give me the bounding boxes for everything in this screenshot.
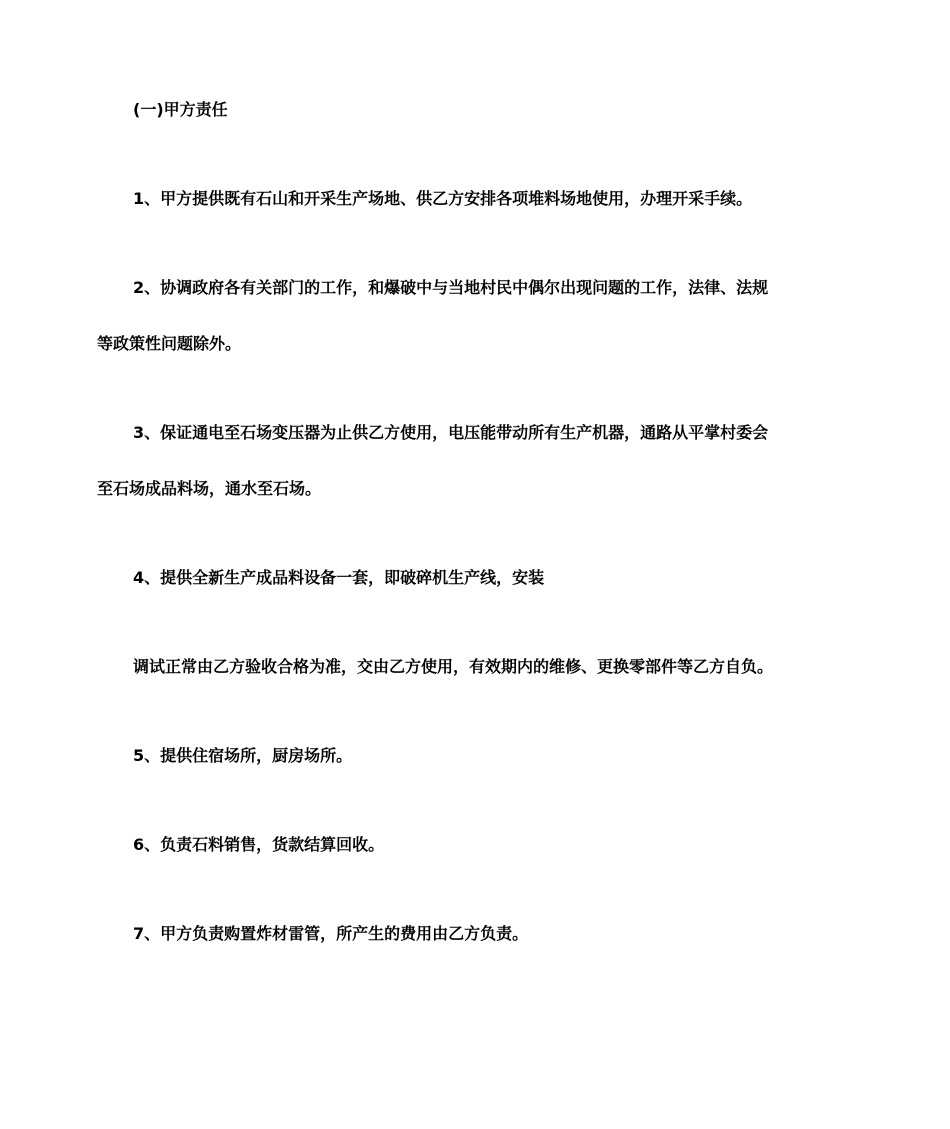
paragraph-item-6: 6、负责石料销售，货款结算回收。 [133, 835, 385, 854]
paragraph-item-2-line-2: 等政策性问题除外。 [97, 334, 242, 353]
section-heading: (一)甲方责任 [133, 100, 228, 119]
paragraph-item-2-line-1: 2、协调政府各有关部门的工作，和爆破中与当地村民中偶尔出现问题的工作，法律、法规 [133, 278, 769, 297]
paragraph-item-5: 5、提供住宿场所，厨房场所。 [133, 746, 353, 765]
paragraph-item-3-line-2: 至石场成品料场，通水至石场。 [97, 479, 322, 498]
paragraph-item-1: 1、甲方提供既有石山和开采生产场地、供乙方安排各项堆料场地使用，办理开采手续。 [133, 189, 753, 208]
paragraph-item-4-line-1: 4、提供全新生产成品料设备一套，即破碎机生产线，安装 [133, 568, 545, 587]
paragraph-item-3-line-1: 3、保证通电至石场变压器为止供乙方使用，电压能带动所有生产机器，通路从平掌村委会 [133, 423, 769, 442]
paragraph-item-4-line-2: 调试正常由乙方验收合格为准，交由乙方使用，有效期内的维修、更换零部件等乙方自负。 [133, 657, 774, 676]
paragraph-item-7: 7、甲方负责购置炸材雷管，所产生的费用由乙方负责。 [133, 924, 529, 943]
